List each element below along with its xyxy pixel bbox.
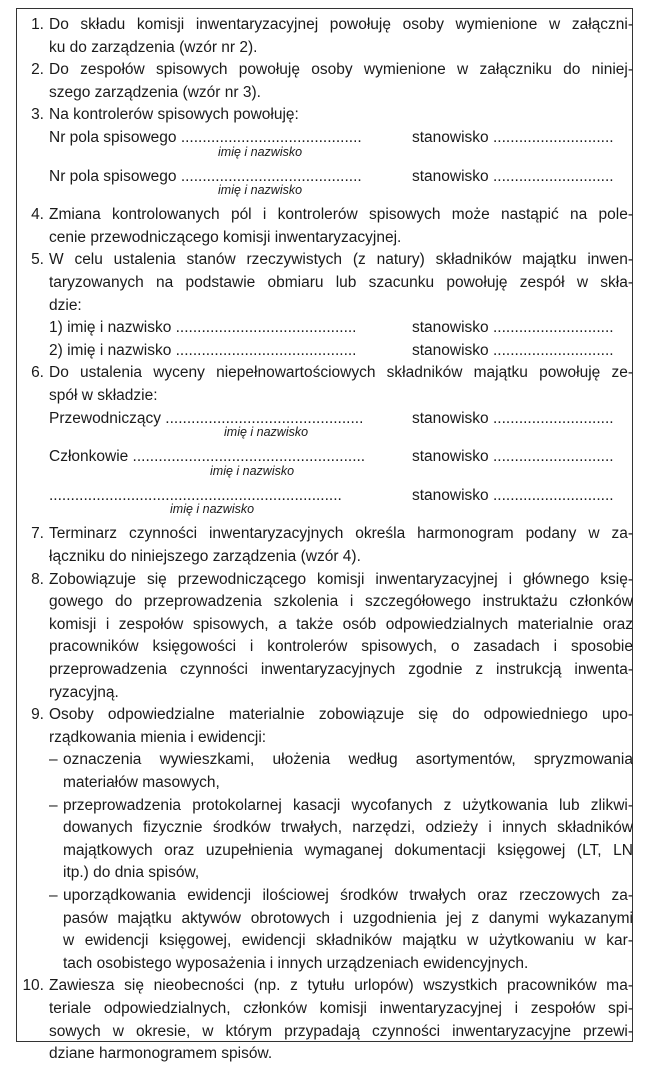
field-label: 1) imię i nazwisko ..........................................	[49, 319, 357, 337]
field-caption	[0, 502, 650, 516]
item-text: komisji i zespołów spisowych, a także osób odpowiedzialnych materialnie oraz	[49, 615, 633, 633]
item-number: 4.	[31, 206, 44, 224]
item-text: dziane harmonogramem spisów.	[49, 1045, 273, 1063]
item-text: rządkowania mienia i ewidencji:	[49, 728, 267, 746]
item-line	[0, 227, 650, 249]
item-line	[0, 614, 650, 636]
item-text: łączniku do niniejszego zarządzenia (wzór 4).	[49, 548, 361, 565]
item-line	[0, 998, 650, 1020]
field-position: stanowisko ............................	[412, 341, 614, 359]
item-text: ku do zarządzenia (wzór nr 2).	[49, 38, 258, 56]
bullet-text: pasów majątku aktywów obrotowych i uzgodnienia jej z danymi wykazanymi	[63, 909, 633, 927]
item-text: dzie:	[49, 296, 82, 314]
field-position: stanowisko ............................	[412, 167, 614, 185]
item-text: Na kontrolerów spisowych powołuję:	[49, 106, 299, 124]
item-line	[0, 704, 650, 726]
bullet-line	[0, 772, 650, 794]
field-label: Nr pola spisowego ..........................................	[49, 167, 362, 185]
item-line	[0, 272, 650, 294]
field-label: Przewodniczący ..............................................	[49, 409, 364, 427]
item-text: Osoby odpowiedzialne materialnie zobowiązuje się do odpowiedniego upo-	[49, 706, 633, 724]
bullet-text: dowanych fizycznie środków trwałych, narzędzi, odzieży i innych składników	[63, 819, 633, 837]
bullet-line	[0, 840, 650, 862]
item-number: 8.	[31, 570, 44, 588]
item-line	[0, 569, 650, 591]
bullet-line	[0, 862, 650, 884]
field-label: ....................................................................	[49, 486, 342, 504]
bullet-dash: –	[49, 796, 58, 814]
item-text: cenie przewodniczącego komisji inwentaryzacyjnej.	[49, 228, 402, 246]
item-text: Zobowiązuje się przewodniczącego komisji inwentaryzacyjnej i głównego księ-	[49, 570, 633, 588]
bullet-text: materiałów masowych,	[63, 774, 220, 791]
field-caption	[0, 464, 650, 478]
field-caption	[0, 145, 650, 159]
item-line	[0, 1043, 650, 1065]
item-line	[0, 14, 650, 36]
bullet-text: majątkowych oraz uzupełnienia wymaganej dokumentacji księgowej (LT, LN	[63, 841, 633, 859]
item-text: taryzowanych na podstawie obmiaru lub szacunku powołuję zespół w skła-	[49, 274, 633, 291]
bullet-line	[0, 817, 650, 839]
caption-text: imię i nazwisko	[224, 425, 309, 440]
item-number: 7.	[31, 525, 44, 543]
item-text: pracowników księgowości i kontrolerów spisowych, o zasadach i sposobie	[49, 638, 633, 656]
field-position: stanowisko ............................	[412, 129, 614, 146]
item-text: Zawiesza się nieobecności (np. z tytułu urlopów) wszystkich pracowników ma-	[49, 977, 633, 995]
item-number: 9.	[31, 706, 44, 724]
bullet-text: uporządkowania ewidencji ilościowej środków trwałych oraz rzeczowych za-	[63, 887, 633, 904]
item-text: Zmiana kontrolowanych pól i kontrolerów spisowych może nastąpić na pole-	[49, 206, 633, 224]
caption-text: imię i nazwisko	[210, 463, 295, 478]
item-number: 10.	[22, 977, 44, 995]
bullet-text: w ewidencji księgowej, ewidencji składników majątku w użytkowaniu w kar-	[63, 932, 633, 950]
item-line	[0, 546, 650, 568]
item-text: gowego do przeprowadzenia szkolenia i szczegółowego instruktażu członków	[49, 593, 633, 611]
field-position: stanowisko ............................	[412, 486, 614, 504]
item-number: 1.	[31, 16, 44, 33]
field-caption	[0, 425, 650, 439]
item-line	[0, 37, 650, 59]
field-row	[0, 340, 650, 362]
caption-text: imię i nazwisko	[218, 144, 303, 159]
item-line	[0, 975, 650, 997]
bullet-dash: –	[49, 887, 58, 904]
item-line	[0, 659, 650, 681]
item-line	[0, 1021, 650, 1043]
item-text: Do zespołów spisowych powołuję osoby wymienione w załączniku do niniej-	[49, 61, 633, 79]
bullet-line	[0, 885, 650, 907]
item-line	[0, 295, 650, 317]
item-line	[0, 104, 650, 126]
item-text: spół w składzie:	[49, 387, 158, 404]
field-row	[0, 317, 650, 339]
bullet-dash: –	[49, 751, 58, 769]
item-line	[0, 727, 650, 749]
bullet-line	[0, 795, 650, 817]
field-position: stanowisko ............................	[412, 409, 614, 427]
field-label: Członkowie ......................................................	[49, 448, 366, 466]
item-line	[0, 523, 650, 545]
item-line	[0, 682, 650, 704]
field-caption	[0, 183, 650, 197]
item-text: Terminarz czynności inwentaryzacyjnych określa harmonogram podany w za-	[49, 525, 633, 543]
field-position: stanowisko ............................	[412, 448, 614, 466]
item-text: teriale odpowiedzialnych, członków komisji inwentaryzacyjnej i zespołów spi-	[49, 1000, 633, 1017]
bullet-text: przeprowadzenia protokolarnej kasacji wycofanych z użytkowania lub zlikwi-	[63, 796, 633, 814]
item-line	[0, 385, 650, 407]
field-label: 2) imię i nazwisko ..........................................	[49, 341, 357, 359]
item-text: Do ustalenia wyceny niepełnowartościowych składników majątku powołuję ze-	[49, 364, 633, 382]
item-line	[0, 362, 650, 384]
item-number: 6.	[31, 364, 44, 382]
item-text: Do składu komisji inwentaryzacyjnej powołuję osoby wymienione w załączni-	[49, 16, 633, 33]
field-label: Nr pola spisowego ..........................................	[49, 129, 362, 146]
bullet-text: tach osobistego wyposażenia i innych urządzeniach ewidencyjnych.	[63, 954, 529, 972]
bullet-line	[0, 908, 650, 930]
item-line	[0, 204, 650, 226]
bullet-line	[0, 930, 650, 952]
item-text: ryzacyjną.	[49, 683, 119, 701]
item-text: sowych w okresie, w którym przypadają czynności inwentaryzacyjne przewi-	[49, 1022, 633, 1040]
bullet-line	[0, 953, 650, 975]
item-text: W celu ustalenia stanów rzeczywistych (z natury) składników majątku inwen-	[49, 251, 633, 269]
item-number: 2.	[31, 61, 44, 79]
bullet-text: oznaczenia wywieszkami, ułożenia według asortymentów, spryzmowania	[63, 751, 633, 769]
item-line	[0, 59, 650, 81]
bullet-text: itp.) do dnia spisów,	[63, 864, 200, 882]
item-number: 5.	[31, 251, 44, 269]
bullet-line	[0, 749, 650, 771]
item-number: 3.	[31, 106, 44, 124]
item-text: szego zarządzenia (wzór nr 3).	[49, 83, 261, 101]
item-line	[0, 249, 650, 271]
item-line	[0, 82, 650, 104]
item-text: przeprowadzenia czynności inwentaryzacyjnych zgodnie z instrukcją inwenta-	[49, 661, 633, 678]
item-line	[0, 636, 650, 658]
caption-text: imię i nazwisko	[170, 502, 255, 517]
caption-text: imię i nazwisko	[218, 183, 303, 198]
field-position: stanowisko ............................	[412, 319, 614, 337]
item-line	[0, 591, 650, 613]
